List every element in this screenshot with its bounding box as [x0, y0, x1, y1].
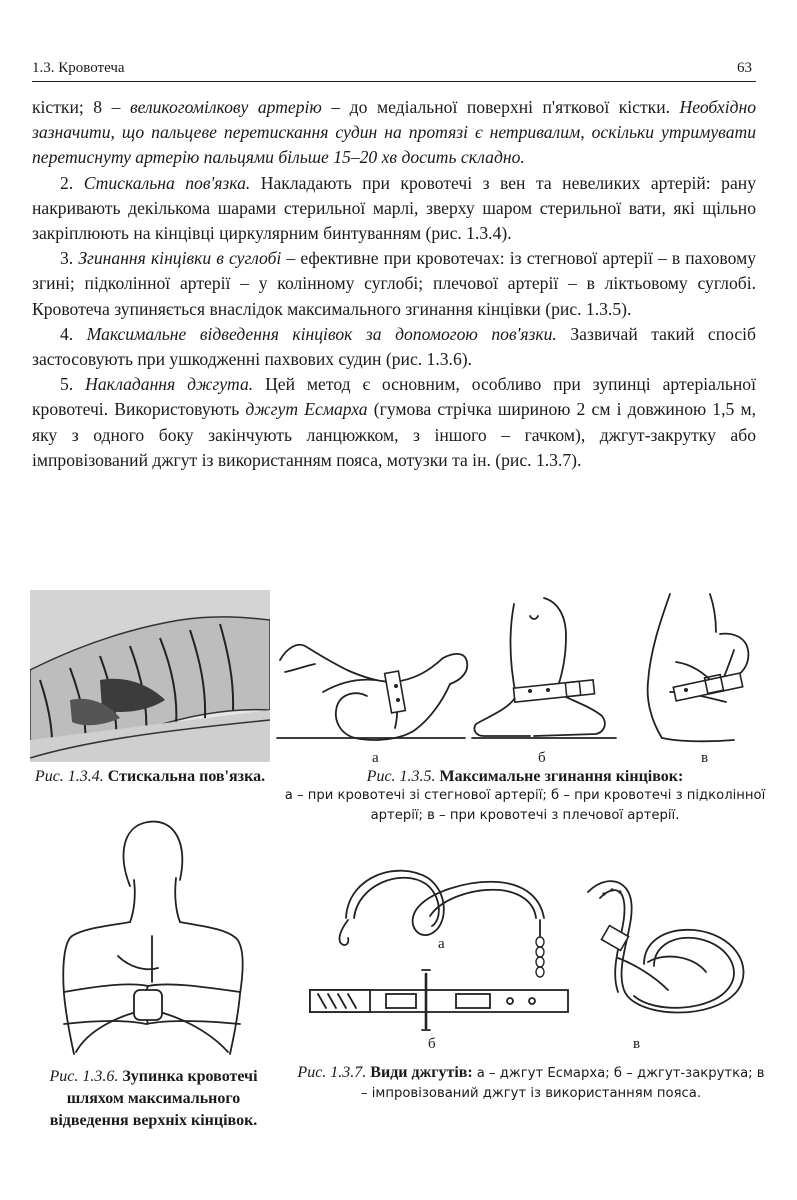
knee-flexion-illustration: [470, 596, 620, 750]
emphasis-run: великогомілкову артерію: [129, 97, 322, 117]
caption-description: а – при кровотечі зі стегнової артерії; б – при кровотечі з підколінної артерії; в – при кровотечі з плечової артерії.: [284, 788, 766, 823]
caption-title: Зупинка кровотечі шляхом максимального відведення верхніх кінцівок.: [49, 1068, 258, 1129]
fig-1-3-5-letter-a: а: [372, 750, 379, 766]
text-run: 5.: [60, 374, 86, 395]
caption-1-3-4: [30, 768, 270, 786]
text-run: Накладають при кровотечі з вен та невеликих артерій: рану накривають декількома шарами стерильної марлі, зверху шаром стерильної вати, які щільно закріплюють на кінцівці циркулярним бинтуванням (рис. 1.3.4).: [32, 172, 757, 244]
text-run: 4.: [60, 323, 87, 344]
body-text: [32, 95, 756, 473]
paragraph-4: [32, 322, 756, 372]
caption-1-3-7: [296, 1064, 766, 1104]
text-run: 3.: [60, 248, 79, 269]
page-number: 63: [737, 60, 752, 76]
emphasis-run: Стискальна пов'язка.: [83, 172, 251, 193]
fig-1-3-5-letter-b: б: [538, 750, 546, 766]
caption-label: Рис. 1.3.4.: [34, 768, 104, 785]
fig-1-3-7-letter-a: а: [438, 936, 445, 952]
hip-flexion-illustration: [275, 600, 470, 750]
text-run: – до медіальної поверхні п'яткової кістки.: [321, 97, 680, 117]
twist-tourniquet-illustration: [306, 966, 576, 1032]
emphasis-run: Накладання джгута.: [85, 374, 254, 395]
fig-1-3-7-letter-c: в: [633, 1036, 641, 1052]
paragraph-1: [32, 95, 756, 171]
text-run: 2.: [60, 172, 84, 193]
caption-title: Стискальна пов'язка.: [107, 768, 266, 785]
caption-label: Рис. 1.3.6.: [49, 1068, 119, 1085]
elbow-flexion-illustration: [630, 592, 765, 750]
paragraph-3: [32, 246, 756, 322]
caption-title: Види джгутів:: [370, 1064, 473, 1081]
caption-title: Максимальне згинання кінцівок:: [439, 768, 684, 785]
text-run: – ефективне при кровотечах: із стегнової артерії – в паховому згині; підколінної артерії – у колінному суглобі; плечової артерії – в ліктьовому суглобі. Кровотеча зупиняється внаслідок максимального згинання кінцівки (рис. 1.3.5).: [32, 248, 756, 319]
caption-label: Рис. 1.3.5.: [366, 768, 436, 785]
caption-1-3-5: [280, 768, 770, 826]
paragraph-2: [32, 171, 756, 247]
text-run: Цей метод є основним, особливо при зупинці артеріальної кровотечі. Використовують: [32, 374, 756, 420]
section-title: 1.3. Кровотеча: [32, 60, 125, 76]
belt-tourniquet-illustration: [574, 872, 754, 1032]
emphasis-run: Максимальне відведення кінцівок за допомогою пов'язки.: [86, 323, 557, 344]
caption-label: Рис. 1.3.7.: [297, 1064, 367, 1081]
running-header: [32, 58, 756, 82]
header-rule: [32, 81, 756, 82]
fig-1-3-5-letter-c: в: [701, 750, 709, 766]
emphasis-run: Необхідно зазначити, що пальцеве перетискання судин на протязі є нетривалим, оскільки утримувати перетиснуту артерію пальцями більше 15–20 хв досить складно.: [32, 97, 757, 168]
text-run: кістки; 8 –: [32, 97, 130, 117]
caption-1-3-6: [36, 1066, 271, 1132]
text-run: (гумова стрічка шириною 2 см і довжиною 1,5 м, яку з одного боку закінчують ланцюжком, з іншого – гачком), джгут-закрутку або імпровізований джгут із використанням пояса, мотузки та ін. (рис. 1.3.7).: [32, 399, 756, 470]
bandage-illustration: [30, 590, 270, 762]
caption-description: а – джгут Есмарха; б – джгут-закрутка; в – імпровізований джгут із використанням пояса.: [360, 1066, 765, 1101]
fig-1-3-7-letter-b: б: [428, 1036, 436, 1052]
text-run: Зазвичай такий спосіб застосовують при ушкодженні пахвових судин (рис. 1.3.6).: [32, 323, 757, 370]
paragraph-5: [32, 372, 756, 473]
emphasis-run: Згинання кінцівки в суглобі: [78, 248, 282, 269]
emphasis-run: джгут Есмарха: [245, 399, 368, 420]
arm-abduction-illustration: [48, 816, 258, 1056]
